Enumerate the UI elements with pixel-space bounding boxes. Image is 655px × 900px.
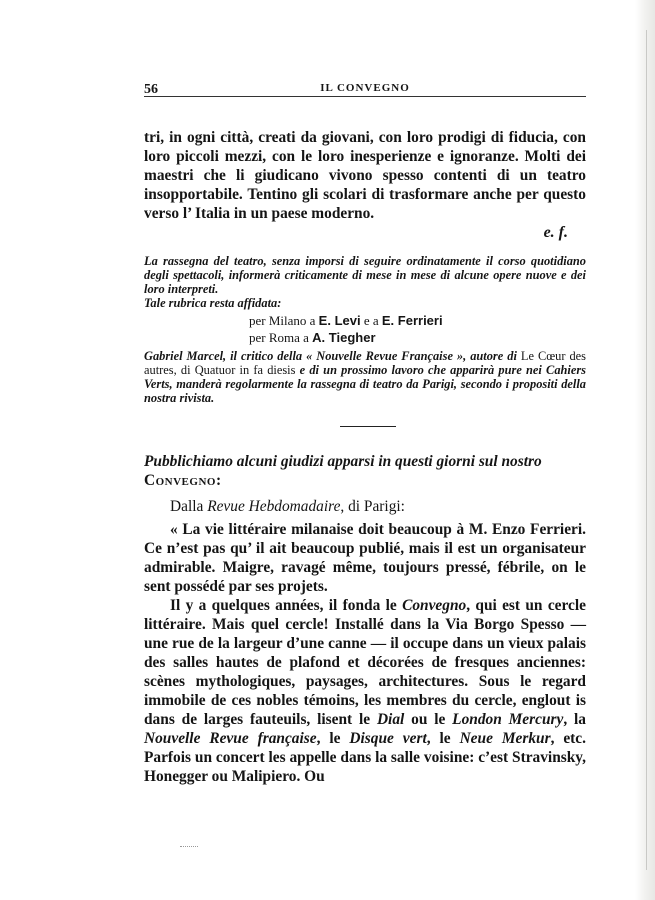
milano-conjunction: e a	[363, 313, 379, 328]
marcel-line-rest: e di un prossimo lavoro che apparirà pure nei Cahiers Verts, manderà regolarmente la rassegna di teatro da Parigi, secondo i propositi della nostra rivista.	[144, 363, 586, 405]
section-divider	[340, 426, 396, 427]
quote2-part-d: , la	[563, 711, 586, 728]
milano-prefix: per Milano a	[249, 313, 316, 328]
marcel-line-1: Gabriel Marcel, il critico della « Nouvelle Revue Française », autore di	[144, 349, 517, 363]
roma-prefix: per Roma a	[249, 330, 309, 345]
journal-title: IL CONVEGNO	[320, 82, 410, 94]
quote2-part-f: , le	[426, 730, 451, 747]
quote2-part-a: Il y a quelques années, il fonda le	[170, 597, 397, 614]
intro-colon: :	[215, 472, 222, 489]
critic-name-tiegher: A. Tiegher	[312, 330, 376, 345]
quote2-nrf: Nouvelle Revue française	[144, 730, 317, 747]
critic-name-ferrieri: E. Ferrieri	[381, 313, 443, 328]
source-line	[144, 497, 586, 516]
assignment-roma	[249, 329, 586, 346]
source-title: Revue Hebdomadaire	[207, 498, 341, 515]
intro-journal-title: Convegno	[144, 472, 216, 489]
source-prefix: Dalla	[170, 498, 204, 515]
quote2-london-mercury: London Mercury	[452, 711, 564, 728]
top-text-block	[144, 128, 586, 242]
reviews-section	[144, 452, 586, 786]
marcel-upright-text: Le Cœur des autres, di Quatuor in fa diesis	[144, 349, 586, 377]
quote2-part-e: , le	[316, 730, 341, 747]
quote2-part-g: , etc. Parfois un concert les appelle dans la salle voisine: c’est Stravinsky, Honegger ou Malipiero. Ou	[144, 730, 586, 785]
footer-mark	[180, 846, 198, 847]
editorial-note	[144, 254, 586, 405]
note-entrusted: Tale rubrica resta affidata:	[144, 296, 282, 310]
quote2-part-b: , qui est un cercle littéraire. Mais quel cercle! Installé dans la Via Borgo Spesso — une rue de la largeur d’une canne — il occupe dans un vieux palais des salles hautes de plafond et décorées de fresques anciennes: scènes mythologiques, paysages, architectures. Sous le regard immobile de ces nobles témoins, les membres du cercle, englout is dans de larges fauteuils, lisent le	[144, 597, 586, 728]
quote-paragraph-1: « La vie littéraire milanaise doit beaucoup à M. Enzo Ferrieri. Ce n’est pas qu’ il ait beaucoup publié, mais il est un organisateur admirable. Maigre, ravagé même, toujours pressé, fébrile, on le sent possédé par ses projets.	[144, 521, 586, 595]
quote2-neue-merkur: Neue Merkur	[459, 730, 551, 747]
marcel-paragraph	[144, 349, 586, 405]
source-suffix: , di Parigi:	[340, 498, 405, 515]
page-number: 56	[144, 82, 158, 97]
quote2-part-c: ou le	[411, 711, 446, 728]
quote2-dial: Dial	[376, 711, 405, 728]
section-intro	[144, 452, 586, 490]
top-paragraph: tri, in ogni città, creati da giovani, con loro prodigi di fiducia, con loro piccoli mezzi, con le loro inesperienze e ignoranze. Molti dei maestri che li giudicano vivono spesso contenti di un teatro insopportabile. Tentino gli scolari di trasformare anche per questo verso l’ Italia in un paese moderno.	[144, 129, 586, 222]
page-edge-shadow	[635, 0, 655, 900]
quote-paragraph-2	[144, 596, 586, 786]
assignment-milano	[249, 312, 586, 329]
page-edge-line	[646, 30, 647, 870]
intro-text: Pubblichiamo alcuni giudizi apparsi in questi giorni sul nostro	[144, 453, 542, 470]
note-paragraph: La rassegna del teatro, senza imporsi di seguire ordinatamente il corso quotidiano degli spettacoli, informerà criticamente di mese in mese di alcune opere nuove e dei loro interpreti.	[144, 254, 586, 296]
critic-name-levi: E. Levi	[318, 313, 361, 328]
quote2-convegno: Convegno	[402, 597, 467, 614]
quote2-disque-vert: Disque vert	[349, 730, 427, 747]
signature: e. f.	[543, 224, 568, 241]
running-head	[144, 78, 586, 97]
